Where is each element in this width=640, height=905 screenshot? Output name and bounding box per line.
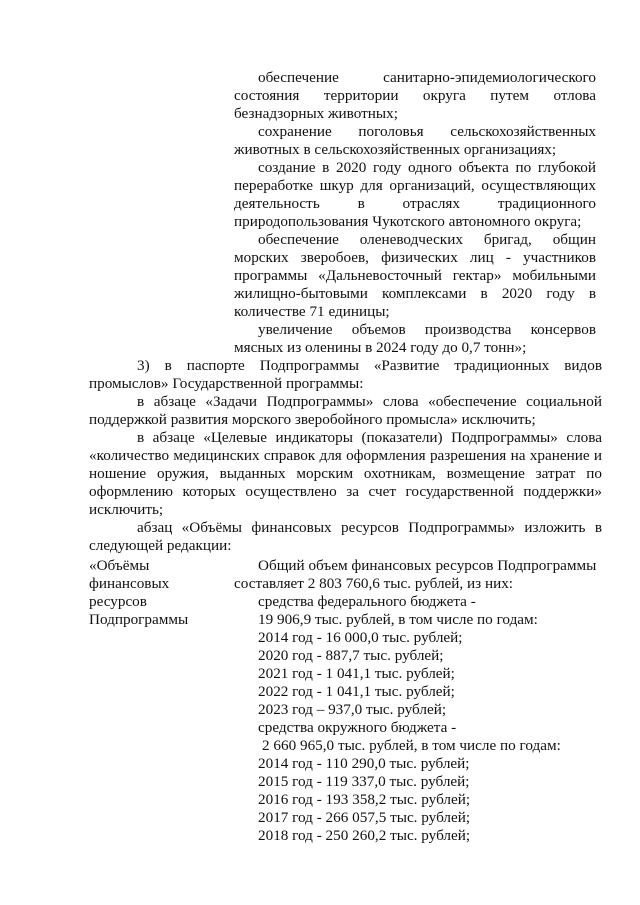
main-line: поддержкой развития морского зверобойного промысла» исключить; bbox=[89, 411, 536, 428]
table-value-line: 2 660 965,0 тыс. рублей, в том числе по годам: bbox=[262, 737, 561, 754]
main-line: следующей редакции: bbox=[89, 537, 232, 554]
upper-line: жилищно-бытовыми комплексами в 2020 году в bbox=[234, 285, 596, 302]
upper-line: безнадзорных животных; bbox=[234, 105, 398, 122]
upper-line: создание в 2020 году одного объекта по глубокой bbox=[258, 159, 596, 176]
main-line: исключить; bbox=[89, 501, 164, 518]
upper-line: природопользования Чукотского автономного округа; bbox=[234, 213, 582, 230]
main-line: абзац «Объёмы финансовых ресурсов Подпрограммы» изложить в bbox=[137, 519, 602, 536]
table-value-line: 19 906,9 тыс. рублей, в том числе по годам: bbox=[258, 611, 538, 628]
upper-line: животных в сельскохозяйственных организациях; bbox=[234, 141, 557, 158]
upper-line: сохранение поголовья сельскохозяйственных bbox=[258, 123, 596, 140]
main-line: в абзаце «Целевые индикаторы (показатели) Подпрограммы» слова bbox=[137, 429, 602, 446]
table-value-line: средства федерального бюджета - bbox=[258, 593, 476, 610]
upper-line: программы «Дальневосточный гектар» мобильными bbox=[234, 267, 596, 284]
upper-line: деятельность в отраслях традиционного bbox=[234, 195, 596, 212]
upper-line: количестве 71 единицы; bbox=[234, 303, 390, 320]
upper-line: обеспечение оленеводческих бригад, общин bbox=[258, 231, 596, 248]
table-value-line: 2014 год - 16 000,0 тыс. рублей; bbox=[258, 629, 463, 646]
table-value-line: 2016 год - 193 358,2 тыс. рублей; bbox=[258, 791, 471, 808]
table-value-line: 2022 год - 1 041,1 тыс. рублей; bbox=[258, 683, 455, 700]
upper-line: увеличение объемов производства консервов bbox=[258, 321, 596, 338]
upper-line: морских зверобоев, физических лиц - участников bbox=[234, 249, 596, 266]
table-label-line: финансовых bbox=[89, 575, 170, 592]
main-line: промыслов» Государственной программы: bbox=[89, 375, 364, 392]
table-label-line: Подпрограммы bbox=[89, 611, 189, 628]
main-line: оформлению которых осуществлено за счет государственной поддержки» bbox=[89, 483, 602, 500]
table-value-line: средства окружного бюджета - bbox=[258, 719, 457, 736]
table-label-line: ресурсов bbox=[89, 593, 147, 610]
table-value-line: 2021 год - 1 041,1 тыс. рублей; bbox=[258, 665, 455, 682]
table-value-line: 2015 год - 119 337,0 тыс. рублей; bbox=[258, 773, 470, 790]
table-value-line: 2014 год - 110 290,0 тыс. рублей; bbox=[258, 755, 470, 772]
main-line: в абзаце «Задачи Подпрограммы» слова «обеспечение социальной bbox=[137, 393, 602, 410]
upper-line: переработке шкур для организаций, осуществляющих bbox=[234, 177, 596, 194]
table-value-line: 2020 год - 887,7 тыс. рублей; bbox=[258, 647, 444, 664]
main-line: 3) в паспорте Подпрограммы «Развитие традиционных видов bbox=[137, 357, 602, 374]
table-label-line: «Объёмы bbox=[89, 557, 150, 574]
table-value-line: 2017 год - 266 057,5 тыс. рублей; bbox=[258, 809, 471, 826]
main-line: ношение оружия, выданных морским охотникам, возмещение затрат по bbox=[89, 465, 602, 482]
upper-line: состояния территории округа путем отлова bbox=[234, 87, 596, 104]
table-value-line: Общий объем финансовых ресурсов Подпрограммы bbox=[258, 557, 597, 574]
table-value-line: 2018 год - 250 260,2 тыс. рублей; bbox=[258, 827, 471, 844]
table-value-line: составляет 2 803 760,6 тыс. рублей, из них: bbox=[234, 575, 514, 592]
upper-line: мясных из оленины в 2024 году до 0,7 тонн»; bbox=[234, 339, 527, 356]
table-value-line: 2023 год – 937,0 тыс. рублей; bbox=[258, 701, 447, 718]
upper-line: обеспечение санитарно-эпидемиологического bbox=[258, 69, 596, 86]
main-line: «количество медицинских справок для оформления разрешения на хранение и bbox=[89, 447, 602, 464]
